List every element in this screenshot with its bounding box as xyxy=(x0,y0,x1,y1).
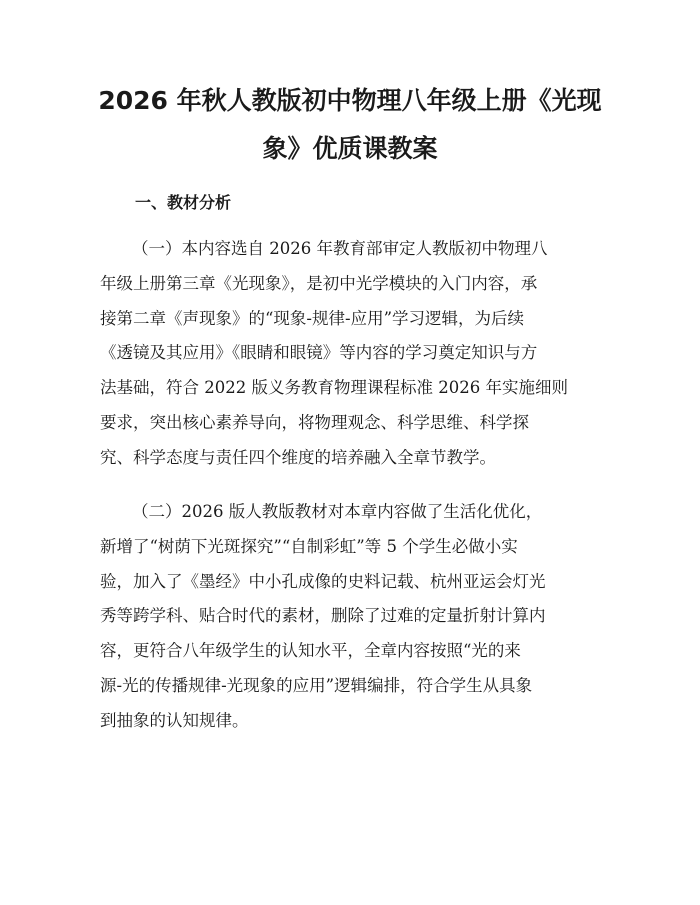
paragraph-line: 验，加入了《墨经》中小孔成像的史料记载、杭州亚运会灯光 xyxy=(100,571,546,591)
paragraph-line: 秀等跨学科、贴合时代的素材，删除了过难的定量折射计算内 xyxy=(100,606,546,626)
paragraph-2 xyxy=(100,495,630,739)
paragraph-line: 年级上册第三章《光现象》，是初中光学模块的入门内容，承 xyxy=(100,273,538,293)
paragraph-line: 要求，突出核心素养导向，将物理观念、科学思维、科学探 xyxy=(100,412,529,432)
paragraph-line: 容，更符合八年级学生的认知水平，全章内容按照“光的来 xyxy=(100,641,521,661)
paragraph-line: （二）2026 版人教版教材对本章内容做了生活化优化， xyxy=(132,502,543,521)
paragraph-line: 《透镜及其应用》《眼睛和眼镜》等内容的学习奠定知识与方 xyxy=(100,343,538,363)
section-heading: 一、教材分析 xyxy=(135,193,232,212)
paragraph-line: 究、科学态度与责任四个维度的培养融入全章节教学。 xyxy=(100,447,496,467)
document-title-line-2: 象》优质课教案 xyxy=(262,134,438,163)
paragraph-line: 到抽象的认知规律。 xyxy=(100,710,249,730)
paragraph-line: 接第二章《声现象》的“现象-规律-应用”学习逻辑，为后续 xyxy=(100,308,525,328)
paragraph-line: 源-光的传播规律-光现象的应用”逻辑编排，符合学生从具象 xyxy=(100,675,533,695)
paragraph-line: （一）本内容选自 2026 年教育部审定人教版初中物理八 xyxy=(132,239,548,258)
paragraph-1 xyxy=(100,232,630,476)
paragraph-line: 新增了“树荫下光斑探究”“自制彩虹”等 5 个学生必做小实 xyxy=(100,536,518,556)
paragraph-line: 法基础，符合 2022 版义务教育物理课程标准 2026 年实施细则 xyxy=(100,378,568,398)
document-title-line-1: 2026 年秋人教版初中物理八年级上册《光现 xyxy=(98,86,602,115)
